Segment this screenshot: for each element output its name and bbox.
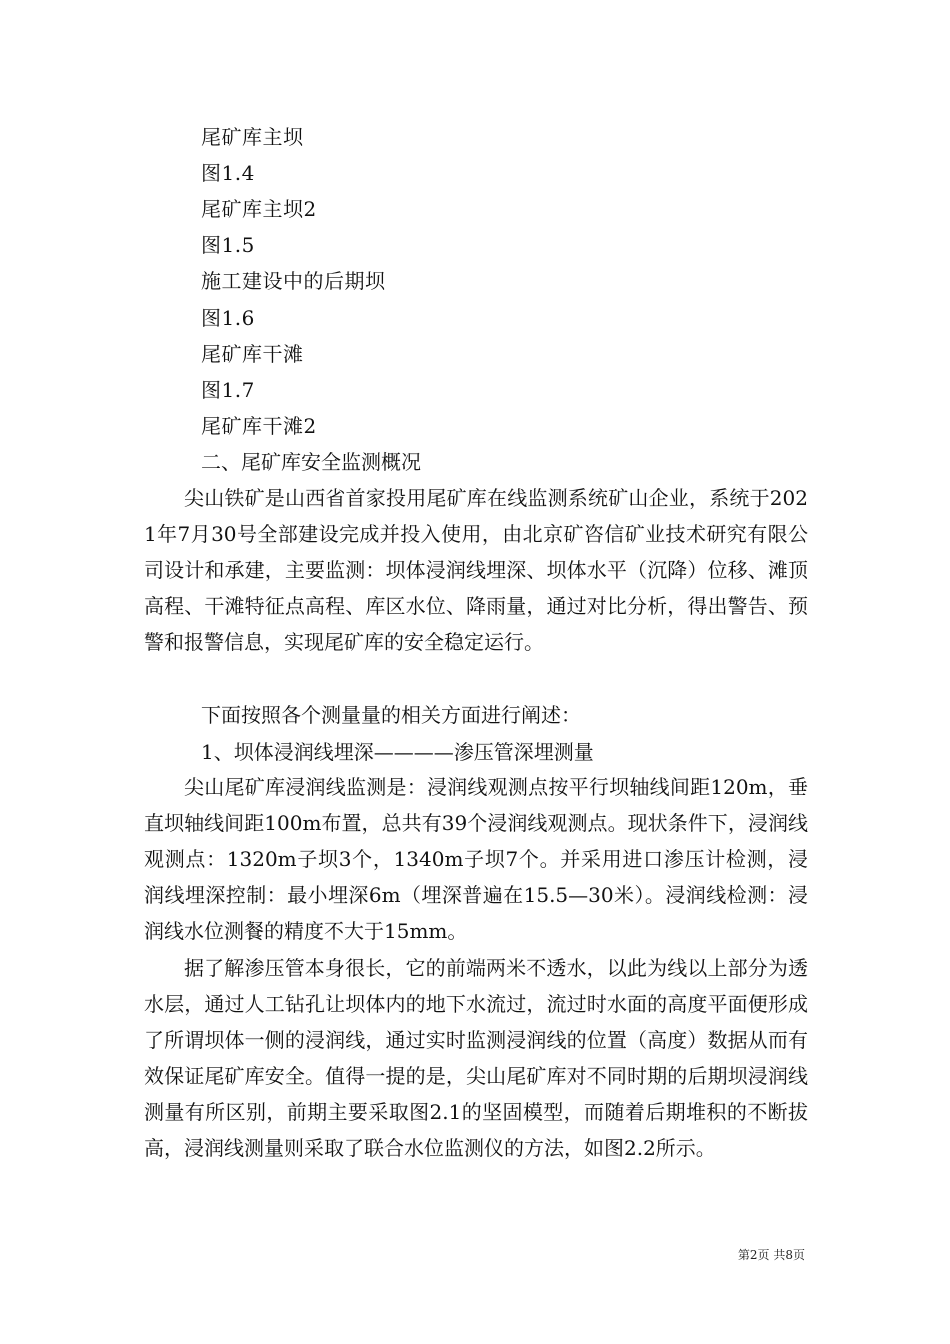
section-heading: 二、尾矿库安全监测概况 xyxy=(201,450,421,474)
subsection-heading: 1、坝体浸润线埋深————渗压管深埋测量 xyxy=(201,740,594,764)
monitoring-paragraph: 尖山尾矿库浸润线监测是：浸润线观测点按平行坝轴线间距120m，垂直坝轴线间距100m布置，总共有39个浸润线观测点。现状条件下，浸润线观测点：1320m子坝3个，1340m子坝7个。并采用进口渗压计检测，浸润线埋深控制：最小埋深6m（埋深普遍在15.5—30米）。浸润线检测：浸润线水位测餐的精度不大于15mm。 xyxy=(144,775,808,944)
figure-number: 图1.7 xyxy=(201,378,255,402)
page-number-footer: 第2页 共8页 xyxy=(737,1248,805,1262)
explanation-paragraph: 据了解渗压管本身很长，它的前端两米不透水，以此为线以上部分为透水层，通过人工钻孔让坝体内的地下水流过，流过时水面的高度平面便形成了所谓坝体一侧的浸润线，通过实时监测浸润线的位置（高度）数据从而有效保证尾矿库安全。值得一提的是，尖山尾矿库对不同时期的后期坝浸润线测量有所区别，前期主要采取图2.1的坚固模型，而随着后期堆积的不断拔高，浸润线测量则采取了联合水位监测仪的方法，如图2.2所示。 xyxy=(144,956,808,1161)
figure-number: 图1.6 xyxy=(201,306,255,330)
figure-caption: 尾矿库干滩2 xyxy=(201,414,317,438)
figure-number: 图1.4 xyxy=(201,161,255,185)
figure-number: 图1.5 xyxy=(201,233,255,257)
figure-caption: 尾矿库主坝2 xyxy=(201,197,317,221)
figure-caption: 尾矿库主坝 xyxy=(201,125,304,149)
lead-sentence: 下面按照各个测量量的相关方面进行阐述： xyxy=(201,703,581,727)
figure-caption: 施工建设中的后期坝 xyxy=(201,269,386,293)
figure-caption: 尾矿库干滩 xyxy=(201,342,304,366)
intro-paragraph: 尖山铁矿是山西省首家投用尾矿库在线监测系统矿山企业，系统于2021年7月30号全部建设完成并投入使用，由北京矿咨信矿业技术研究有限公司设计和承建，主要监测：坝体浸润线埋深、坝体水平（沉降）位移、滩顶高程、干滩特征点高程、库区水位、降雨量，通过对比分析，得出警告、预警和报警信息，实现尾矿库的安全稳定运行。 xyxy=(144,486,808,655)
